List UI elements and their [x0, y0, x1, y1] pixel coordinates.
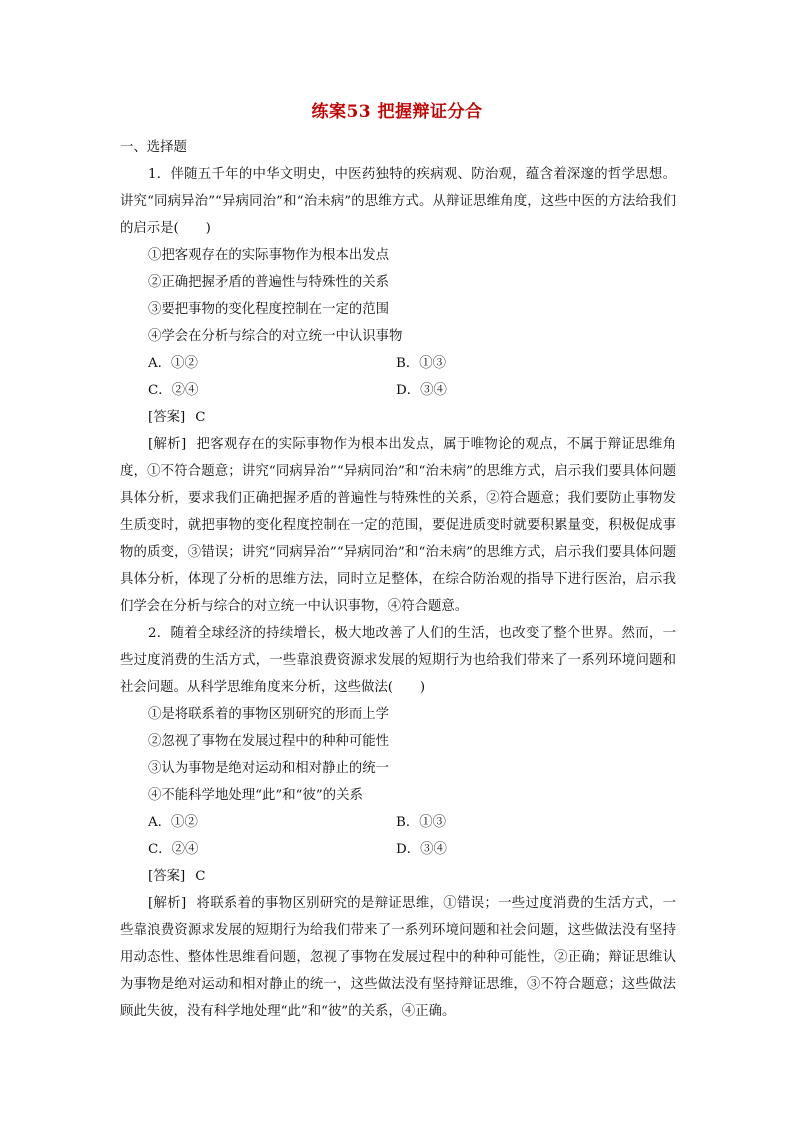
answer-label: [答案] — [148, 869, 186, 884]
explanation-text: 将联系着的事物区别研究的是辩证思维，①错误；一些过度消费的生活方式，一些靠浪费资源求发展的短期行为给我们带来了一系列环境问题和社会问题，这些做法没有坚持用动态性、整体性思维看问题，忽视了事物在发展过程中的种种可能性，②正确；辩证思维认为事物是绝对运动和相对静止的统一，这些做法没有坚持辩证思维，③不符合题意；这些做法顾此失彼，没有科学地处理“此”和“彼”的关系，④正确。 — [120, 896, 676, 1019]
explanation — [120, 890, 676, 1025]
question-2 — [120, 620, 676, 1025]
choice-row — [120, 836, 676, 863]
choice-a: A．①② — [148, 356, 198, 371]
choice-c: C．②④ — [148, 842, 199, 857]
choice-b: B．①③ — [396, 815, 447, 830]
answer-line — [120, 404, 676, 431]
choice-d: D．③④ — [396, 842, 447, 857]
question-1 — [120, 161, 676, 620]
answer-line — [120, 863, 676, 890]
answer-value: C — [195, 869, 206, 884]
document-body — [120, 134, 676, 1025]
statement-2: ②忽视了事物在发展过程中的种种可能性 — [148, 734, 390, 749]
page-title: 练案53 把握辩证分合 — [311, 102, 483, 122]
explanation-text: 把客观存在的实际事物作为根本出发点，属于唯物论的观点，不属于辩证思维角度，①不符合题意；讲究“同病异治”“异病同治”和“治未病”的思维方式，启示我们要具体问题具体分析，要求我们正确把握矛盾的普遍性与特殊性的关系，②符合题意；我们要防止事物发生质变时，就把事物的变化程度控制在一定的范围，要促进质变时就要积累量变，积极促成事物的质变，③错误；讲究“同病异治”“异病同治”和“治未病”的思维方式，启示我们要具体问题具体分析，体现了分析的思维方法，同时立足整体，在综合防治观的指导下进行医治，启示我们学会在分析与综合的对立统一中认识事物，④符合题意。 — [120, 437, 676, 614]
choice-b: B．①③ — [396, 356, 447, 371]
answer-label: [答案] — [148, 410, 186, 425]
statement-4: ④学会在分析与综合的对立统一中认识事物 — [148, 329, 403, 344]
choice-d: D．③④ — [396, 383, 447, 398]
explanation-label: [解析] — [148, 896, 187, 911]
statement-1: ①把客观存在的实际事物作为根本出发点 — [148, 248, 390, 263]
statement-4: ④不能科学地处理“此”和“彼”的关系 — [148, 788, 363, 803]
question-stem: 1．伴随五千年的中华文明史，中医药独特的疾病观、防治观，蕴含着深邃的哲学思想。讲究“同病异治”“异病同治”和“治未病”的思维方式。从辩证思维角度，这些中医的方法给我们的启示是( ) — [120, 167, 676, 236]
choice-a: A．①② — [148, 815, 198, 830]
statement-3: ③认为事物是绝对运动和相对静止的统一 — [148, 761, 390, 776]
explanation — [120, 431, 676, 620]
statement-3: ③要把事物的变化程度控制在一定的范围 — [148, 302, 390, 317]
question-stem: 2．随着全球经济的持续增长，极大地改善了人们的生活，也改变了整个世界。然而，一些过度消费的生活方式，一些靠浪费资源求发展的短期行为也给我们带来了一系列环境问题和社会问题。从科学思维角度来分析，这些做法( ) — [120, 626, 676, 695]
choice-row — [120, 809, 676, 836]
choice-row — [120, 377, 676, 404]
statement-1: ①是将联系着的事物区别研究的形而上学 — [148, 707, 390, 722]
explanation-label: [解析] — [148, 437, 187, 452]
section-heading: 一、选择题 — [120, 140, 187, 155]
answer-value: C — [195, 410, 206, 425]
statement-2: ②正确把握矛盾的普遍性与特殊性的关系 — [148, 275, 390, 290]
choice-row — [120, 350, 676, 377]
choice-c: C．②④ — [148, 383, 199, 398]
